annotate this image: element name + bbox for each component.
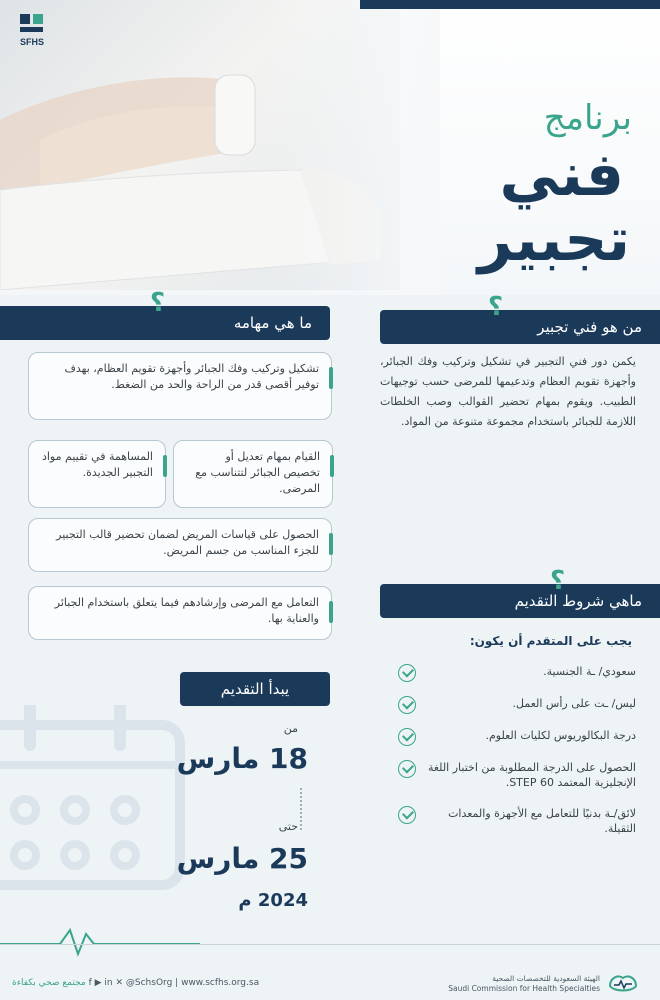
org-name-en: Saudi Commission for Health Specialties bbox=[448, 984, 600, 993]
to-label: حتى bbox=[278, 820, 298, 833]
check-circle-icon bbox=[398, 806, 416, 824]
requirement-text: ليس/ ـت على رأس العمل. bbox=[512, 697, 636, 710]
year: 2024 م bbox=[238, 890, 308, 911]
org-name-ar: الهيئة السعودية للتخصصات الصحية bbox=[492, 974, 600, 983]
title-casting: تجبير bbox=[477, 205, 630, 275]
heartbeat-line-icon bbox=[0, 920, 200, 960]
footer-handle[interactable]: @SchsOrg bbox=[125, 978, 173, 988]
requirement-item bbox=[396, 728, 636, 744]
question-mark-icon: ؟ bbox=[150, 288, 166, 318]
requirements-heading: ماهي شروط التقديم bbox=[514, 592, 642, 610]
title-technician: فني bbox=[499, 140, 624, 210]
from-date: 18 مارس bbox=[176, 742, 308, 775]
tasks-heading-pill bbox=[0, 288, 330, 340]
requirement-item bbox=[396, 664, 636, 680]
task-card-4 bbox=[28, 518, 332, 572]
footer-social: مجتمع صحي بكفاءة f ▶ in ✕ @SchsOrg | www.scfhs.org.sa bbox=[12, 978, 260, 988]
task-card-3 bbox=[28, 440, 166, 508]
requirement-text: لائق/ـة بدنيًا للتعامل مع الأجهزة والمعدات الثقيلة. bbox=[448, 807, 636, 835]
task-card-1 bbox=[28, 352, 332, 420]
sfhs-logo bbox=[18, 12, 46, 48]
requirement-text: درجة البكالوريوس لكليات العلوم. bbox=[485, 729, 636, 742]
requirement-item bbox=[396, 806, 636, 836]
requirements-list bbox=[396, 664, 636, 852]
task-text-3: المساهمة في تقييم مواد التجبير الجديدة. bbox=[41, 450, 153, 479]
about-text: يكمن دور فني التجبير في تشكيل وتركيب وفك الجبائر، وأجهزة تقويم العظام وتدعيمها للمرضى حسب توجيهات الطبيب. ويقوم بمهام تحضير القوالب وصب الخلطات اللازمة للجبائر باستخدام مجموعة متنوعة من المواد. bbox=[380, 355, 636, 428]
question-mark-icon: ؟ bbox=[488, 292, 504, 322]
footer-org bbox=[448, 974, 600, 994]
footer-divider bbox=[0, 944, 660, 945]
question-mark-icon: ؟ bbox=[550, 566, 566, 596]
to-date: 25 مارس bbox=[176, 842, 308, 875]
requirement-item bbox=[396, 696, 636, 712]
requirements-intro: يجب على المتقدم أن يكون: bbox=[469, 634, 632, 648]
hero-fade-overlay bbox=[260, 0, 440, 295]
check-circle-icon bbox=[398, 760, 416, 778]
svg-text:SFHS: SFHS bbox=[19, 37, 45, 47]
requirement-item bbox=[396, 760, 636, 790]
check-circle-icon bbox=[398, 664, 416, 682]
task-text-1: تشكيل وتركيب وفك الجبائر وأجهزة تقويم العظام، بهدف توفير أقصى قدر من الراحة والحد من الضغط. bbox=[64, 362, 319, 391]
footer-website[interactable]: www.scfhs.org.sa bbox=[181, 978, 260, 988]
requirement-text: سعودي/ ـة الجنسية. bbox=[543, 665, 636, 678]
requirements-heading-pill bbox=[380, 566, 660, 618]
task-text-2: القيام بمهام تعديل أو تخصيص الجبائر لتتناسب مع المرضى. bbox=[195, 450, 320, 495]
requirement-text: الحصول على الدرجة المطلوبة من اختبار اللغة الإنجليزية المعتمد STEP 60. bbox=[427, 761, 636, 789]
footer-tagline: مجتمع صحي بكفاءة bbox=[12, 978, 86, 988]
application-heading: يبدأ التقديم bbox=[220, 680, 290, 698]
about-heading-pill bbox=[380, 292, 660, 344]
top-accent-bar bbox=[360, 0, 660, 9]
check-circle-icon bbox=[398, 728, 416, 746]
social-icons: f ▶ in ✕ bbox=[88, 978, 126, 988]
task-text-5: التعامل مع المرضى وإرشادهم فيما يتعلق باستخدام الجبائر والعناية بها. bbox=[54, 596, 319, 625]
calendar-icon bbox=[0, 705, 190, 905]
title-program: برنامج bbox=[543, 98, 632, 138]
about-heading: من هو فني تجبير bbox=[537, 318, 642, 336]
check-circle-icon bbox=[398, 696, 416, 714]
tasks-heading: ما هي مهامه bbox=[233, 314, 312, 332]
application-heading-pill bbox=[180, 672, 330, 706]
hero-section bbox=[0, 0, 660, 295]
from-label: من bbox=[283, 722, 298, 735]
task-card-5 bbox=[28, 586, 332, 640]
task-card-2 bbox=[173, 440, 333, 508]
date-divider bbox=[300, 788, 302, 830]
task-text-4: الحصول على قياسات المريض لضمان تحضير قالب التجبير للجزء المناسب من جسم المريض. bbox=[56, 528, 319, 557]
footer bbox=[0, 968, 660, 1000]
scfhs-logo-icon bbox=[608, 972, 638, 994]
